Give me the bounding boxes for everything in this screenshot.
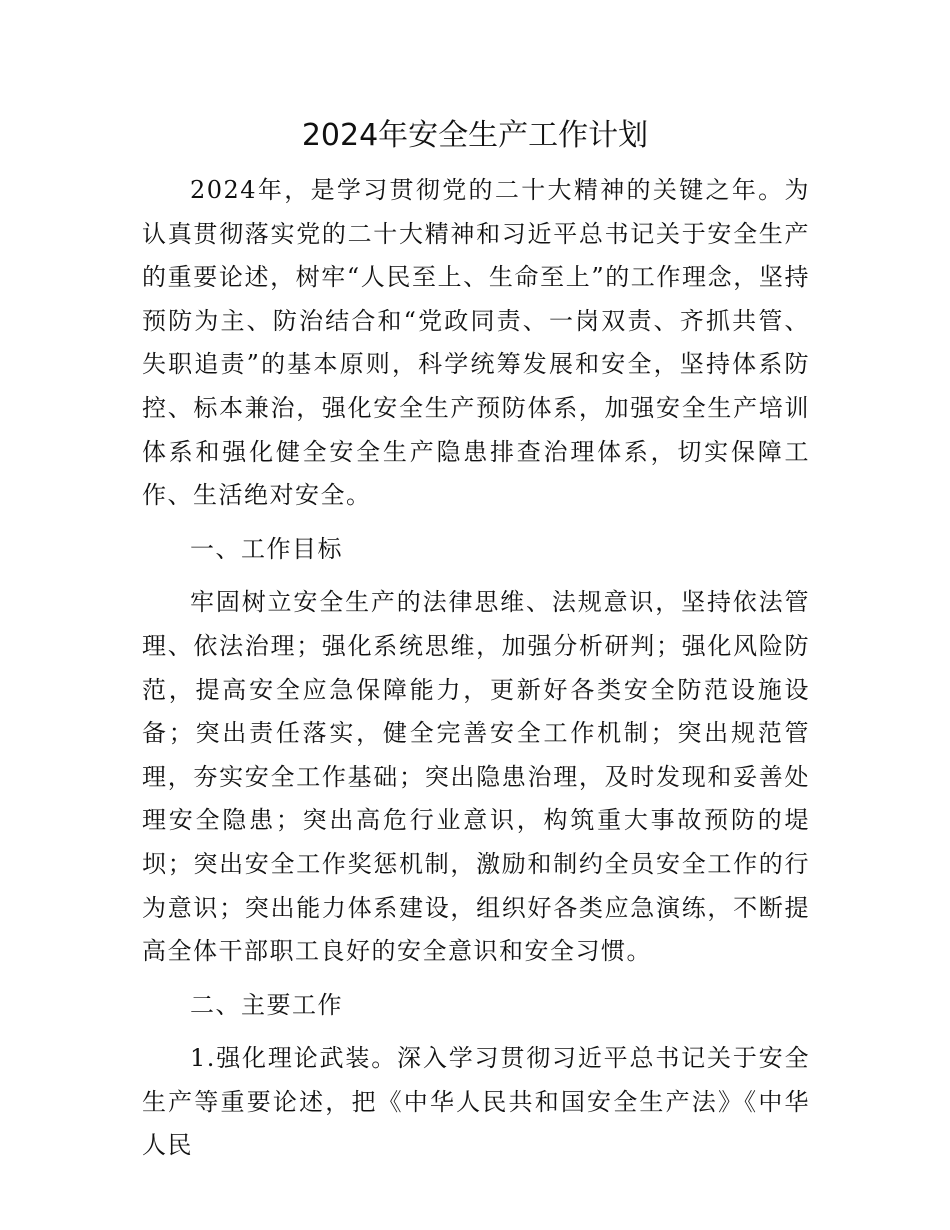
main-work-item-1: 1.强化理论武装。深入学习贯彻习近平总书记关于安全生产等重要论述，把《中华人民共和国安全生产法》《中华人民 [142,1044,810,1160]
intro-paragraph: 2024年，是学习贯彻党的二十大精神的关键之年。为认真贯彻落实党的二十大精神和习近平总书记关于安全生产的重要论述，树牢“人民至上、生命至上”的工作理念，坚持预防为主、防治结合和“党政同责、一岗双责、齐抓共管、失职追责”的基本原则，科学统筹发展和安全，坚持体系防控、标本兼治，强化安全生产预防体系，加强安全生产培训体系和强化健全安全生产隐患排查治理体系，切实保障工作、生活绝对安全。 [142,176,810,510]
section-heading-main-work: 二、主要工作 [190,990,343,1019]
document-body [142,169,810,1168]
goals-paragraph: 牢固树立安全生产的法律思维、法规意识，坚持依法管理、依法治理；强化系统思维，加强分析研判；强化风险防范，提高安全应急保障能力，更新好各类安全防范设施设备；突出责任落实，健全完善安全工作机制；突出规范管理，夯实安全工作基础；突出隐患治理，及时发现和妥善处理安全隐患；突出高危行业意识，构筑重大事故预防的堤坝；突出安全工作奖惩机制，激励和制约全员安全工作的行为意识；突出能力体系建设，组织好各类应急演练，不断提高全体干部职工良好的安全意识和安全习惯。 [142,588,810,966]
document-title: 2024年安全生产工作计划 [301,118,649,153]
section-heading-goals: 一、工作目标 [190,534,343,563]
